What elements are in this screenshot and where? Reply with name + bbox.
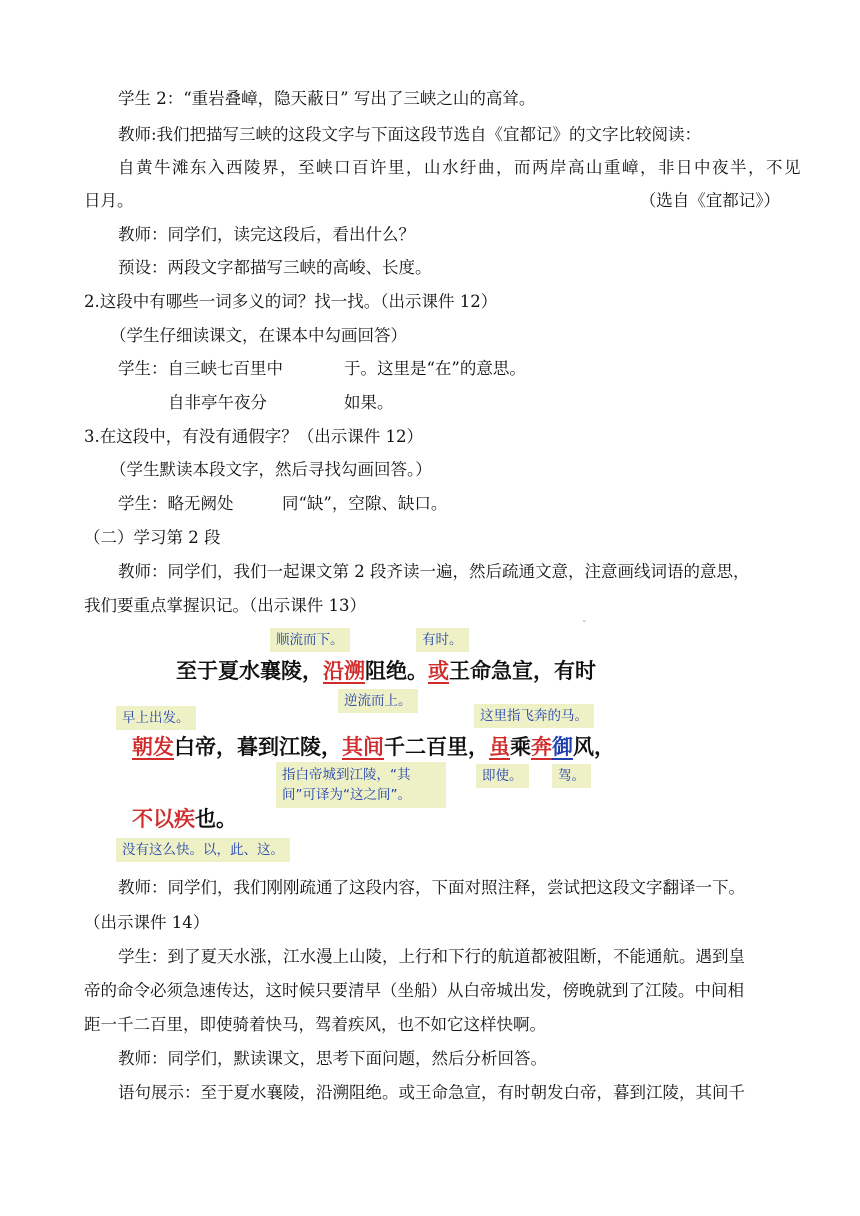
classical-line-2: 朝发白帝，暮到江陵，其间千二百里，虽乘奔御风， <box>132 734 615 759</box>
text-line: 学生：到了夏天水涨，江水漫上山陵，上行和下行的航道都被阻断，不能通航。遇到皇 <box>118 947 745 966</box>
text-line: 预设：两段文字都描写三峡的高峻、长度。 <box>118 258 432 277</box>
note-youshi: 有时。 <box>416 628 469 652</box>
note-jishi: 即使。 <box>476 764 529 788</box>
text-line: 我们要重点掌握识记。（出示课件 13） <box>84 596 366 615</box>
text-line: 自黄牛滩东入西陵界，至峡口百许里，山水纡曲，而两岸高山重嶂，非日中夜半，不见 <box>118 158 802 177</box>
text-line: 教师：同学们，我们刚刚疏通了这段内容，下面对照注释，尝试把这段文字翻译一下。 <box>118 878 745 897</box>
text-line: （学生默读本段文字，然后寻找勾画回答。） <box>110 460 432 479</box>
text-line: 自非亭午夜分 <box>168 393 267 412</box>
text-line-meaning: 于。这里是“在”的意思。 <box>344 359 526 378</box>
note-jia: 驾。 <box>552 764 591 788</box>
text-line: 学生：自三峡七百里中 <box>118 359 283 378</box>
classical-line-1: 至于夏水襄陵，沿溯阻绝。或王命急宣，有时 <box>176 658 596 683</box>
note-niliu: 逆流而上。 <box>338 689 418 713</box>
source-citation: （选自《宜都记》） <box>639 191 780 210</box>
note-feibenma: 这里指飞奔的马。 <box>474 704 594 728</box>
note-shunliu: 顺流而下。 <box>270 628 350 652</box>
text-line: （学生仔细读课文，在课本中勾画回答） <box>110 326 407 345</box>
text-line: （出示课件 14） <box>84 913 210 932</box>
section-heading: （二）学习第 2 段 <box>84 528 221 547</box>
question-2: 2.这段中有哪些一词多义的词？找一找。（出示课件 12） <box>84 292 498 311</box>
text-line: 日月。 <box>84 191 134 210</box>
note-zhibaidi: 指白帝城到江陵，“其间”可译为“这之间”。 <box>276 762 446 808</box>
slide-mark: ˇ <box>582 621 587 631</box>
text-line: 学生：略无阙处 <box>118 494 234 513</box>
text-line-meaning: 同“缺”，空隙、缺口。 <box>282 494 448 513</box>
text-line: 教师:我们把描写三峡的这段文字与下面这段节选自《宜都记》的文字比较阅读： <box>118 125 702 144</box>
text-line: 语句展示：至于夏水襄陵，沿溯阻绝。或王命急宣，有时朝发白帝，暮到江陵，其间千 <box>118 1083 745 1102</box>
text-line: 帝的命令必须急速传达，这时候只要清早（坐船）从白帝城出发，傍晚就到了江陵。中间相 <box>84 981 744 1000</box>
text-line-meaning: 如果。 <box>344 393 394 412</box>
text-line: 距一千二百里，即使骑着快马，驾着疾风，也不如它这样快啊。 <box>84 1015 546 1034</box>
text-line: 教师：同学们，默读课文，思考下面问题，然后分析回答。 <box>118 1049 547 1068</box>
text-line: 教师：同学们，读完这段后，看出什么？ <box>118 225 415 244</box>
question-3: 3.在这段中，有没有通假字？（出示课件 12） <box>84 427 423 446</box>
classical-line-3: 不以疾也。 <box>132 806 237 831</box>
text-line: 学生 2：“重岩叠嶂，隐天蔽日” 写出了三峡之山的高耸。 <box>118 89 536 108</box>
note-zaoshang: 早上出发。 <box>116 706 196 730</box>
note-meiyou: 没有这么快。以，此、这。 <box>116 838 290 862</box>
text-line: 教师：同学们，我们一起课文第 2 段齐读一遍，然后疏通文意，注意画线词语的意思， <box>118 562 750 581</box>
